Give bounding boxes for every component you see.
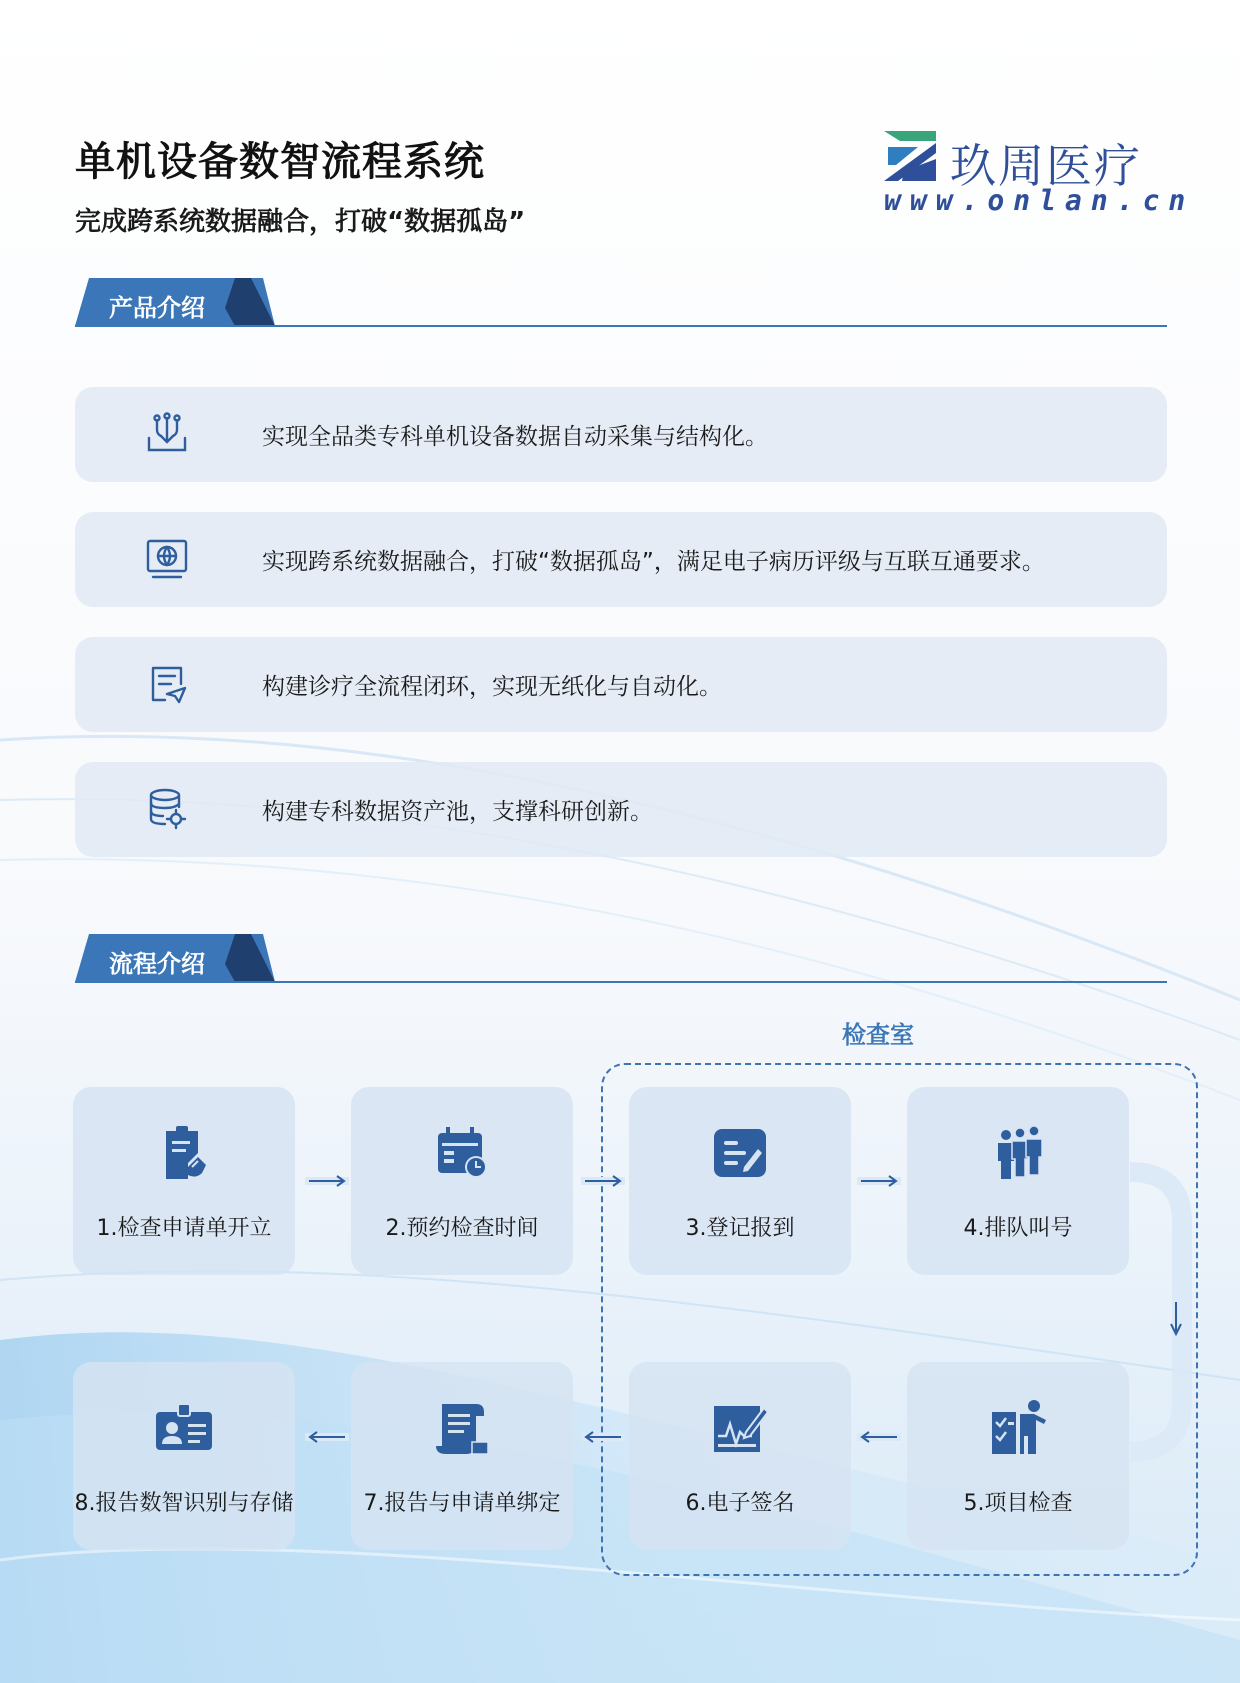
flow-arrow-right bbox=[581, 1174, 625, 1188]
clipboard-request-icon bbox=[154, 1123, 214, 1183]
logo-name: 玖周医疗 bbox=[950, 139, 1142, 193]
step-label: 6.电子签名 bbox=[685, 1491, 795, 1516]
feature-card bbox=[75, 512, 1167, 607]
logo-mark-icon bbox=[884, 131, 940, 183]
process-step bbox=[629, 1362, 851, 1550]
paperless-form-icon bbox=[145, 662, 189, 706]
step-label: 8.报告数智识别与存储 bbox=[74, 1491, 294, 1516]
flow-arrow-left bbox=[305, 1430, 349, 1444]
page-subtitle: 完成跨系统数据融合，打破“数据孤岛” bbox=[75, 207, 526, 237]
feature-text: 实现全品类专科单机设备数据自动采集与结构化。 bbox=[262, 424, 768, 450]
globe-monitor-icon bbox=[145, 537, 189, 581]
section-title-process: 流程介绍 bbox=[109, 950, 205, 978]
process-step bbox=[73, 1362, 295, 1550]
feature-card bbox=[75, 387, 1167, 482]
section-divider bbox=[75, 325, 1167, 327]
step-label: 3.登记报到 bbox=[685, 1216, 795, 1241]
step-label: 1.检查申请单开立 bbox=[96, 1216, 272, 1241]
feature-card bbox=[75, 637, 1167, 732]
queue-people-icon bbox=[988, 1123, 1048, 1183]
section-title-product: 产品介绍 bbox=[109, 294, 205, 322]
flow-arrow-right bbox=[305, 1174, 349, 1188]
id-card-icon bbox=[154, 1398, 214, 1458]
process-step bbox=[73, 1087, 295, 1275]
step-label: 4.排队叫号 bbox=[963, 1216, 1073, 1241]
exam-room-label: 检查室 bbox=[842, 1021, 914, 1049]
section-header-product bbox=[75, 278, 1167, 328]
process-step bbox=[907, 1087, 1129, 1275]
calendar-clock-icon bbox=[432, 1123, 492, 1183]
section-header-process bbox=[75, 934, 1167, 984]
process-step bbox=[351, 1087, 573, 1275]
step-label: 2.预约检查时间 bbox=[385, 1216, 539, 1241]
brand-logo bbox=[884, 128, 1195, 228]
examination-icon bbox=[988, 1398, 1048, 1458]
process-step bbox=[351, 1362, 573, 1550]
step-label: 5.项目检查 bbox=[963, 1491, 1073, 1516]
flow-arrow-left bbox=[857, 1430, 901, 1444]
page-title: 单机设备数智流程系统 bbox=[75, 139, 485, 185]
data-collect-icon bbox=[145, 412, 189, 456]
flow-arrow-left bbox=[581, 1430, 625, 1444]
section-divider bbox=[75, 981, 1167, 983]
step-label: 7.报告与申请单绑定 bbox=[363, 1491, 561, 1516]
process-step bbox=[629, 1087, 851, 1275]
feature-card bbox=[75, 762, 1167, 857]
loop-connector bbox=[1130, 1162, 1200, 1462]
logo-url: www.onlan.cn bbox=[884, 184, 1195, 217]
flow-arrow-right bbox=[857, 1174, 901, 1188]
feature-text: 实现跨系统数据融合，打破“数据孤岛”，满足电子病历评级与互联互通要求。 bbox=[262, 549, 1045, 575]
register-form-icon bbox=[710, 1123, 770, 1183]
database-gear-icon bbox=[145, 787, 189, 831]
feature-text: 构建诊疗全流程闭环，实现无纸化与自动化。 bbox=[262, 674, 722, 700]
report-scroll-icon bbox=[432, 1398, 492, 1458]
feature-text: 构建专科数据资产池，支撑科研创新。 bbox=[262, 799, 653, 825]
e-signature-icon bbox=[710, 1398, 770, 1458]
process-step bbox=[907, 1362, 1129, 1550]
